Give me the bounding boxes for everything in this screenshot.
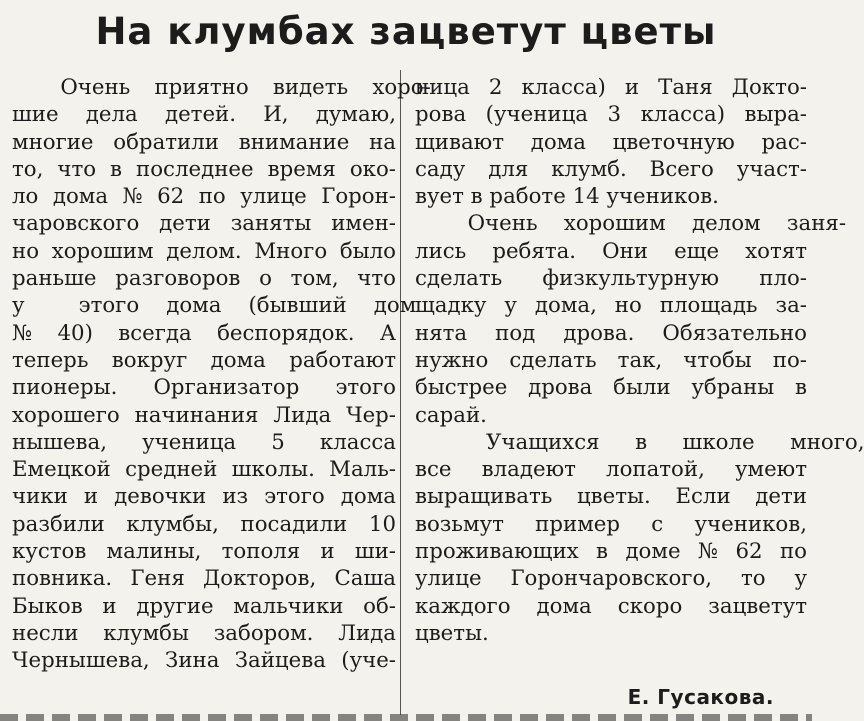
article-text-line: нышева, ученица 5 класса xyxy=(12,429,396,455)
article-text-line: пионеры. Организатор этого xyxy=(12,375,396,401)
article-text-line: Чернышева, Зина Зайцева (уче- xyxy=(12,648,396,674)
article-right-column xyxy=(415,74,864,647)
article-text-line: нужно сделать так, чтобы по- xyxy=(415,347,807,373)
article-text-line: Учащихся в школе много, xyxy=(415,429,864,455)
article-text-line: теперь вокруг дома работают xyxy=(12,347,396,373)
article-left-column xyxy=(12,74,431,675)
article-text-line: чики и девочки из этого дома xyxy=(12,484,396,510)
article-text-line: несли клумбы забором. Лида xyxy=(12,620,396,646)
article-text-line: шие дела детей. И, думаю, xyxy=(12,102,396,128)
author-signature: Е. Гусакова. xyxy=(627,685,774,709)
article-text-line: Очень хорошим делом заня- xyxy=(415,211,847,237)
article-text-line: сделать физкультурную пло- xyxy=(415,266,807,292)
article-text-line: щивают дома цветочную рас- xyxy=(415,129,807,155)
article-text-line: сарай. xyxy=(415,402,487,428)
article-text-line: нята под дрова. Обязательно xyxy=(415,320,807,346)
article-text-line: все владеют лопатой, умеют xyxy=(415,457,807,483)
article-headline: На клумбах зацветут цветы xyxy=(95,10,717,53)
article-text-line: выращивать цветы. Если дети xyxy=(415,484,807,510)
article-text-line: рова (ученица 3 класса) выра- xyxy=(415,102,807,128)
article-text-line: возьмут пример с учеников, xyxy=(415,511,807,537)
article-text-line: чаровского дети заняты имен- xyxy=(12,211,396,237)
article-text-line: Быков и другие мальчики об- xyxy=(12,593,396,619)
article-text-line: ница 2 класса) и Таня Докто- xyxy=(415,75,807,100)
article-text-line: разбили клумбы, посадили 10 xyxy=(12,511,396,537)
column-divider xyxy=(400,70,401,715)
article-text-line: ло дома № 62 по улице Горон- xyxy=(12,184,396,210)
article-text-line: повника. Геня Докторов, Саша xyxy=(12,566,396,592)
article-text-line: № 40) всегда беспорядок. А xyxy=(12,320,396,346)
article-text-line: но хорошим делом. Много было xyxy=(12,238,396,264)
article-text-line: многие обратили внимание на xyxy=(12,129,396,155)
article-text-line: улице Горончаровского, то у xyxy=(415,566,807,592)
article-text-line: хорошего начинания Лида Чер- xyxy=(12,402,396,428)
article-text-line: щадку у дома, но площадь за- xyxy=(415,293,807,319)
clipping-edge xyxy=(0,714,812,721)
article-text-line: каждого дома скоро зацветут xyxy=(415,593,807,619)
article-text-line: быстрее дрова были убраны в xyxy=(415,375,807,401)
article-text-line: Очень приятно видеть хоро- xyxy=(12,75,431,100)
article-text-line: вует в работе 14 учеников. xyxy=(415,184,719,210)
article-text-line: Емецкой средней школы. Маль- xyxy=(12,457,396,483)
article-text-line: проживающих в доме № 62 по xyxy=(415,539,807,565)
article-text-line: лись ребята. Они еще хотят xyxy=(415,238,807,264)
article-text-line: у этого дома (бывший дом xyxy=(12,293,417,319)
article-text-line: раньше разговоров о том, что xyxy=(12,266,396,292)
article-text-line: кустов малины, тополя и ши- xyxy=(12,539,396,565)
article-text-line: то, что в последнее время око- xyxy=(12,156,396,182)
article-text-line: цветы. xyxy=(415,620,489,646)
article-text-line: саду для клумб. Всего участ- xyxy=(415,156,807,182)
